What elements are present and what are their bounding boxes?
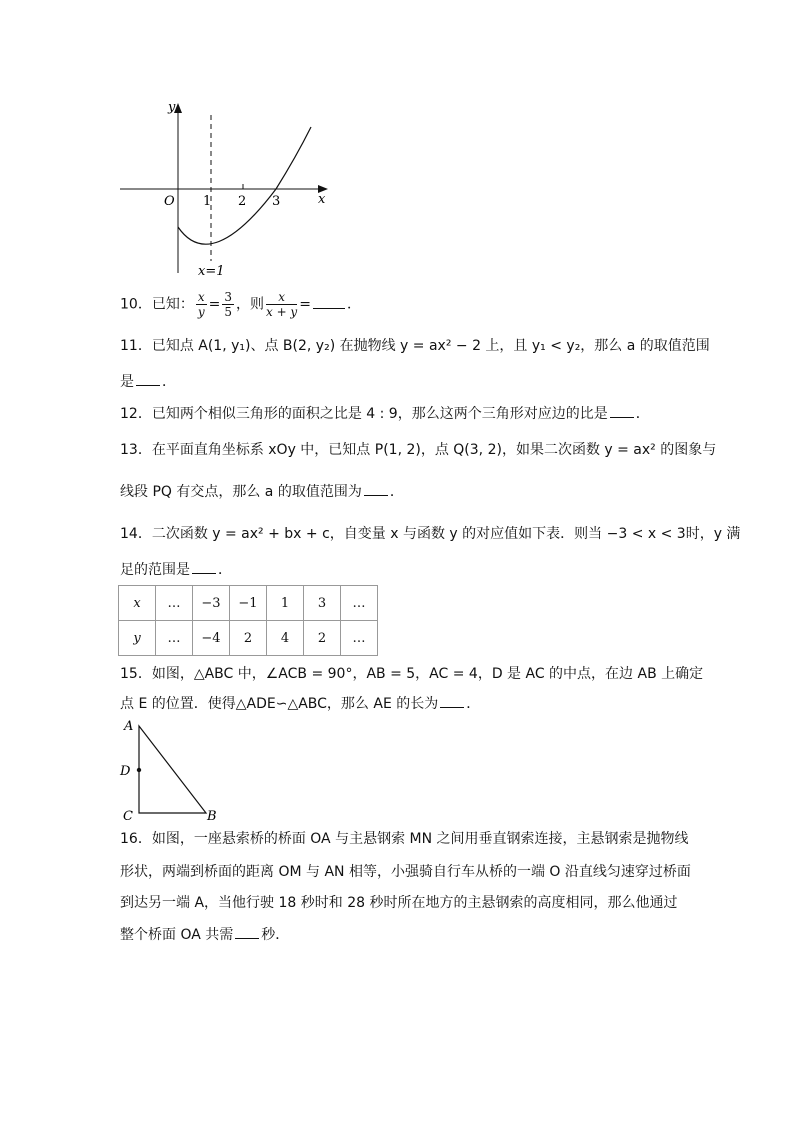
table-cell: 1 bbox=[267, 586, 304, 621]
q10-equals-1: = bbox=[208, 296, 221, 313]
q13-line2-post: ． bbox=[389, 484, 404, 500]
q10-number: 10．已知： bbox=[120, 296, 194, 313]
q15-answer-blank[interactable] bbox=[440, 695, 464, 708]
question-15-line-1: 15．如图，△ABC 中，∠ACB = 90°，AB = 5，AC = 4，D 是 AC 的中点，在边 AB 上确定 bbox=[120, 666, 704, 682]
tick-label-1: 1 bbox=[203, 194, 212, 209]
q14-line2-post: ． bbox=[218, 562, 232, 578]
question-13-line-1: 13．在平面直角坐标系 xOy 中，已知点 P(1, 2)，点 Q(3, 2)，如果二次函数 y = ax² 的图象与 bbox=[120, 442, 717, 458]
label-b: B bbox=[207, 809, 217, 824]
origin-label: O bbox=[164, 194, 175, 209]
table-cell: −3 bbox=[193, 586, 230, 621]
q10-equals-2: = bbox=[299, 296, 311, 313]
q13-answer-blank[interactable] bbox=[364, 483, 388, 496]
question-11-line-2 bbox=[120, 372, 176, 392]
label-d: D bbox=[120, 764, 131, 779]
y-axis-label: y bbox=[168, 100, 176, 115]
point-d bbox=[137, 768, 141, 772]
question-10 bbox=[120, 290, 361, 319]
triangle-abc bbox=[139, 726, 206, 813]
table-cell: x bbox=[119, 586, 156, 621]
question-15-line-2 bbox=[120, 694, 480, 714]
question-16-line-1: 16．如图，一座悬索桥的桥面 OA 与主悬钢索 MN 之间用垂直钢索连接，主悬钢索是抛物线 bbox=[120, 831, 689, 847]
q14-value-table bbox=[118, 585, 378, 656]
q14-answer-blank[interactable] bbox=[192, 561, 216, 574]
q12-answer-blank[interactable] bbox=[610, 405, 634, 418]
table-row-x bbox=[119, 586, 378, 621]
q11-line2-post: ． bbox=[162, 374, 176, 390]
table-cell: … bbox=[156, 586, 193, 621]
table-cell: −4 bbox=[193, 621, 230, 656]
q10-fraction-3-over-5: $\frac{3}{5}$ bbox=[224, 290, 232, 319]
q14-line2-pre: 足的范围是 bbox=[120, 562, 190, 578]
q15-line2-post: ． bbox=[466, 696, 481, 712]
question-16-line-4 bbox=[120, 925, 289, 945]
question-16-line-2: 形状，两端到桥面的距离 OM 与 AN 相等，小强骑自行车从桥的一端 O 沿直线匀速穿过桥面 bbox=[120, 864, 691, 880]
tick-label-2: 2 bbox=[238, 194, 247, 209]
triangle-figure bbox=[114, 716, 234, 824]
symmetry-line-label: x=1 bbox=[198, 264, 225, 279]
parabola-graph bbox=[110, 95, 340, 285]
label-a: A bbox=[124, 719, 134, 734]
question-13-line-2 bbox=[120, 482, 404, 502]
q10-answer-blank[interactable] bbox=[313, 296, 345, 309]
table-cell: 2 bbox=[230, 621, 267, 656]
q11-line2-pre: 是 bbox=[120, 374, 134, 390]
q13-line2-pre: 线段 PQ 有交点，那么 a 的取值范围为 bbox=[120, 484, 362, 500]
table-cell: −1 bbox=[230, 586, 267, 621]
table-cell: … bbox=[341, 621, 378, 656]
q10-fraction-target: $\frac{x}{x + y}$ bbox=[265, 290, 298, 319]
x-axis-label: x bbox=[318, 192, 326, 207]
question-11-line-1: 11．已知点 A(1, y₁)、点 B(2, y₂) 在抛物线 y = ax² − 2 上，且 y₁ < y₂，那么 a 的取值范围 bbox=[120, 338, 710, 354]
q12-text: 12．已知两个相似三角形的面积之比是 4 : 9，那么这两个三角形对应边的比是 bbox=[120, 406, 608, 422]
table-row-y bbox=[119, 621, 378, 656]
question-14-line-2 bbox=[120, 560, 232, 580]
table-cell: y bbox=[119, 621, 156, 656]
tick-label-3: 3 bbox=[272, 194, 281, 209]
table-cell: 2 bbox=[304, 621, 341, 656]
q11-answer-blank[interactable] bbox=[136, 373, 160, 386]
q15-line2-pre: 点 E 的位置．使得△ADE∽△ABC，那么 AE 的长为 bbox=[120, 696, 439, 712]
q16-line4-post: 秒． bbox=[261, 927, 290, 943]
q12-end: ． bbox=[635, 406, 650, 422]
q16-line4-pre: 整个桥面 OA 共需 bbox=[120, 927, 234, 943]
q10-fraction-x-over-y: $\frac{x}{y}$ bbox=[197, 290, 205, 319]
table-cell: 4 bbox=[267, 621, 304, 656]
q10-end: ． bbox=[346, 296, 361, 313]
table-cell: 3 bbox=[304, 586, 341, 621]
label-c: C bbox=[123, 809, 133, 824]
question-12 bbox=[120, 404, 650, 424]
question-14-line-1: 14．二次函数 y = ax² + bx + c，自变量 x 与函数 y 的对应值如下表．则当 −3 < x < 3时，y 满 bbox=[120, 526, 741, 542]
table-cell: … bbox=[341, 586, 378, 621]
question-16-line-3: 到达另一端 A，当他行驶 18 秒时和 28 秒时所在地方的主悬钢索的高度相同，那么他通过 bbox=[120, 895, 678, 911]
parabola-curve bbox=[178, 127, 311, 244]
q16-answer-blank[interactable] bbox=[235, 926, 259, 939]
table-cell: … bbox=[156, 621, 193, 656]
q10-then: ，则 bbox=[235, 296, 264, 313]
